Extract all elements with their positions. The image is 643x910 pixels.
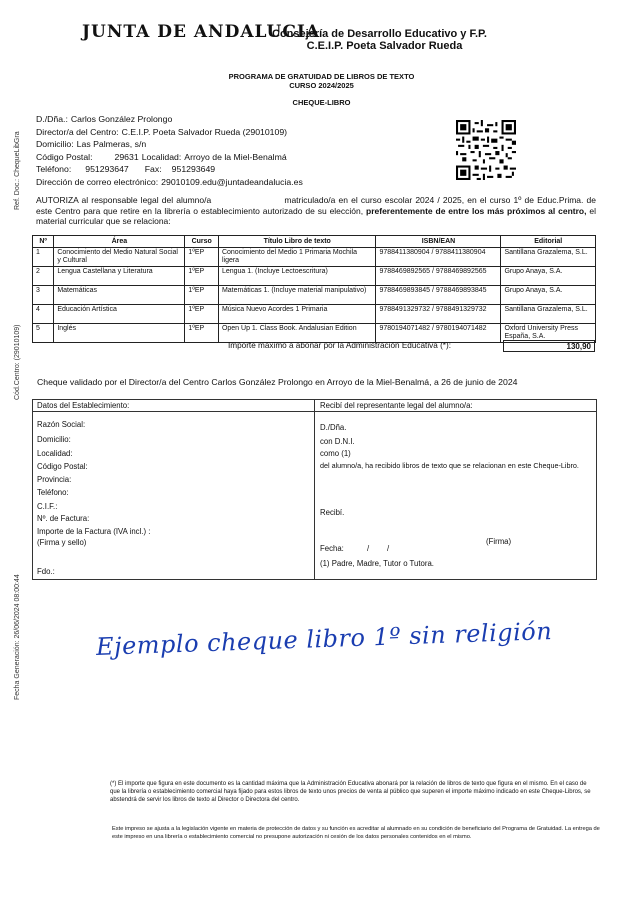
- table-row: 4 Educación Artística 1ºEP Música Nuevo Acordes 1 Primaria 9788491329732 / 9788491329732 Santillana Grazalema, S.L.: [33, 305, 596, 324]
- recibi-como: como (1): [320, 449, 351, 458]
- centro-name: C.E.I.P. Poeta Salvador Rueda: [306, 40, 463, 52]
- recibi-header: Recibí del representante legal del alumno/a:: [320, 401, 473, 410]
- info-cp: Código Postal: 29631 Localidad: Arroyo de la Miel-Benalmá: [36, 151, 287, 162]
- info-tel: Teléfono: 951293647 Fax: 951293649: [36, 164, 216, 175]
- legal-notice: Este impreso se ajusta a la legislación vigente en materia de protección de datos y su función es acreditar al alumnado en su condición de beneficiario del Programa de Gratuidad. La entrega de este impreso en una librería o establecimiento comercial no presupone autorización ni cesión de los datos personales contenidos en el mismo.: [112, 826, 600, 840]
- info-dona: D./Dña.: Carlos González Prolongo: [36, 114, 173, 124]
- col-header: Curso: [185, 236, 219, 248]
- info-director: Director/a del Centro: C.E.I.P. Poeta Salvador Rueda (29010109): [36, 126, 288, 137]
- table-row: 1 Conocimiento del Medio Natural Social y Cultural 1ºEP Conocimiento del Medio 1 Primaria Mochila ligera 9788411380904 / 9788411380904 Santillana Grazalema, S.L.: [33, 248, 596, 267]
- field-codigo-postal: Código Postal:: [37, 462, 88, 471]
- recibi-fecha: Fecha:: [320, 544, 344, 553]
- importe-label: Importe máximo a abonar por la Administración Educativa (*):: [228, 341, 451, 350]
- validado-text: Cheque validado por el Director/a del Centro Carlos González Prolongo en Arroyo de la Miel-Benalmá, a 26 de junio de 2024: [37, 377, 518, 387]
- field-firma-sello: (Firma y sello): [37, 538, 87, 547]
- box-header-line: [32, 411, 597, 412]
- col-header: Área: [54, 236, 185, 248]
- recibi-firma: (Firma): [486, 537, 512, 546]
- field-factura: Nº. de Factura:: [37, 514, 90, 523]
- autoriza-paragraph: AUTORIZA al responsable legal del alumno/a matriculado/a en el curso escolar 2024 / 2025, en el curso 1º de Educ.Prima. de este Centro para que retire en la librería o establecimiento autorizado de su elección, preferentemente de entre los más próximos al centro, el material curricular que se relaciona:: [36, 195, 596, 226]
- field-provincia: Provincia:: [37, 475, 72, 484]
- consejeria-name: Consejería de Desarrollo Educativo y F.P.: [272, 28, 487, 40]
- books-table: [32, 235, 596, 343]
- col-header: ISBN/EAN: [376, 236, 501, 248]
- table-row: 3 Matemáticas 1ºEP Matemáticas 1. (Incluye material manipulativo) 9788469893845 / 9788469893845 Grupo Anaya, S.A.: [33, 286, 596, 305]
- table-row: 2 Lengua Castellana y Literatura 1ºEP Lengua 1. (Incluye Lectoescritura) 9788469892565 / 9788469892565 Grupo Anaya, S.A.: [33, 267, 596, 286]
- recibi-dona: D./Dña.: [320, 423, 347, 432]
- establecimiento-header: Datos del Establecimiento:: [37, 401, 130, 410]
- field-razon-social: Razón Social:: [37, 420, 86, 429]
- importe-value: 130,90: [503, 340, 595, 352]
- junta-logo: JUNTA DE ANDALUCIA: [82, 22, 321, 42]
- program-title: PROGRAMA DE GRATUIDAD DE LIBROS DE TEXTO CURSO 2024/2025: [228, 72, 415, 90]
- field-cif: C.I.F.:: [37, 502, 58, 511]
- field-telefono: Teléfono:: [37, 488, 69, 497]
- field-domicilio: Domicilio:: [37, 435, 71, 444]
- recibi-recibi: Recibí.: [320, 508, 345, 517]
- recibi-dni: con D.N.I.: [320, 437, 355, 446]
- fecha-slash-2: /: [387, 544, 390, 553]
- recibi-nota: (1) Padre, Madre, Tutor o Tutora.: [320, 559, 434, 568]
- info-domicilio: Domicilio: Las Palmeras, s/n: [36, 139, 147, 150]
- col-header: Editorial: [501, 236, 596, 248]
- consejeria-header: [272, 28, 487, 52]
- table-row: 5 Inglés 1ºEP Open Up 1. Class Book. Andalusian Edition 9780194071482 / 9780194071482 Oxford University Press España, S.A.: [33, 324, 596, 343]
- col-header: Nº: [33, 236, 54, 248]
- ref-doc-label: Ref. Doc.: ChequeLibGra: [14, 131, 21, 210]
- info-block: [36, 113, 303, 189]
- field-importe-factura: Importe de la Factura (IVA incl.) :: [37, 527, 151, 536]
- box-divider: [314, 399, 315, 580]
- field-localidad: Localidad:: [37, 449, 73, 458]
- col-header: Título Libro de texto: [218, 236, 376, 248]
- handwritten-note: Ejemplo cheque libro 1º sin religión: [95, 617, 553, 661]
- cod-centro-label: Cód.Centro: (29010109): [14, 324, 21, 400]
- doc-title: CHEQUE-LIBRO: [292, 98, 351, 107]
- qr-code-icon: [456, 120, 516, 180]
- table-header-row: [33, 236, 596, 248]
- fecha-generacion-label: Fecha Generación: 26/06/2024 08:00:44: [14, 574, 21, 700]
- field-fdo: Fdo.:: [37, 567, 55, 576]
- fecha-slash-1: /: [367, 544, 370, 553]
- footnote-importe: (*) El importe que figura en este documento es la cantidad máxima que la Administración Educativa abonará por la relación de libros de texto que figura en el mismo. En el caso de que la librería o establecimiento comercial haya fijado para estos libros de texto unos precios de venta al público que superen el importe máximo indicado en este Cheque-Libros, se abstendrá de servir los libros de texto al Director o Directora del centro.: [110, 781, 591, 803]
- info-email: Dirección de correo electrónico: 29010109.edu@juntadeandalucia.es: [36, 176, 303, 187]
- recibi-text: del alumno/a, ha recibido libros de texto que se relacionan en este Cheque-Libro.: [320, 461, 579, 470]
